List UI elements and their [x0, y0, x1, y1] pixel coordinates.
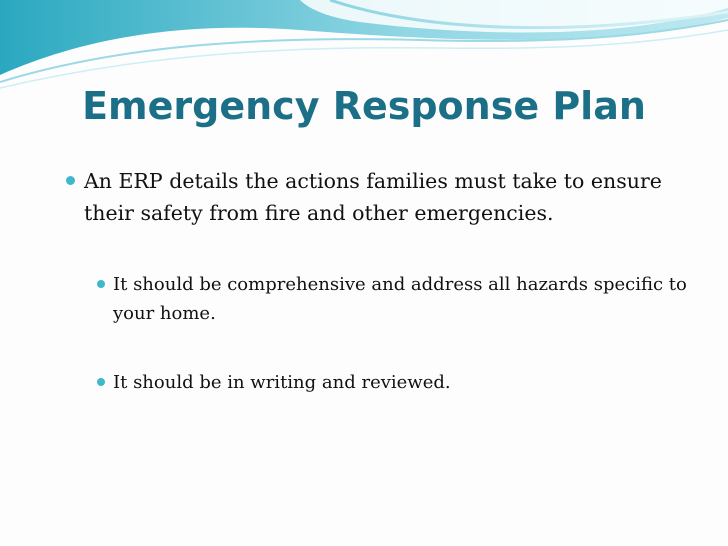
- sub-bullet-text: It should be in writing and reviewed.: [113, 372, 451, 393]
- bullet-text: An ERP details the actions families must take to ensure their safety from fire and other emergencies.: [84, 169, 662, 225]
- sub-bullet-item: [113, 270, 703, 328]
- bullet-dot-icon: [97, 280, 105, 288]
- sub-bullet-text: It should be comprehensive and address all hazards specific to your home.: [113, 274, 687, 324]
- bullet-dot-icon: [97, 378, 105, 386]
- bullet-item: [84, 165, 694, 229]
- sub-bullet-item: [113, 368, 703, 397]
- slide-title: Emergency Response Plan: [82, 84, 646, 128]
- bullet-dot-icon: [66, 176, 75, 185]
- header-wave-decoration: [0, 0, 728, 90]
